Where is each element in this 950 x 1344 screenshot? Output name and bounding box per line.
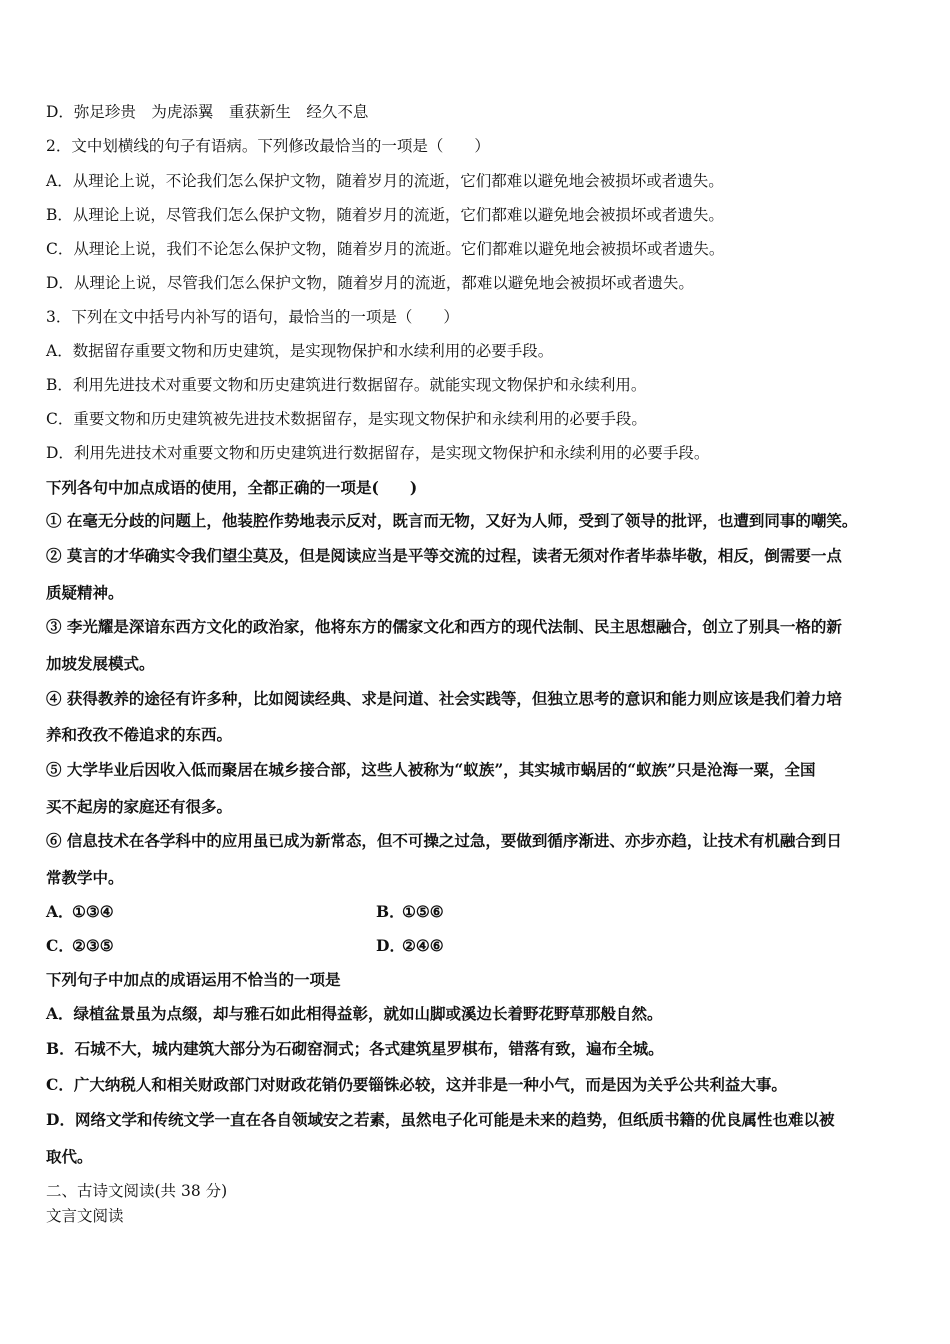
q4-sentence-5-cont: 买不起房的家庭还有很多。 [46,797,233,816]
q5-option-b: B．石城不大，城内建筑大部分为石砌窑洞式；各式建筑星罗棋布，错落有致，遍布全城。 [46,1039,664,1058]
q4-sentence-4-cont: 养和孜孜不倦追求的东西。 [46,725,233,744]
q4-sentence-6-cont: 常教学中。 [46,868,124,887]
q5-option-c: C．广大纳税人和相关财政部门对财政花销仍要锱铢必较，这并非是一种小气，而是因为关乎公共利益大事。 [46,1075,787,1094]
q3-stem: 3．下列在文中括号内补写的语句，最恰当的一项是（ ） [46,308,459,326]
section-2-title: 二、古诗文阅读(共 38 分) [46,1182,228,1200]
q5-option-d: D．网络文学和传统文学一直在各自领域安之若素，虽然电子化可能是未来的趋势，但纸质书籍的优良属性也难以被 [46,1110,835,1129]
q4-option-a: A．①③④ [46,902,114,921]
q3-option-c: C．重要文物和历史建筑被先进技术数据留存，是实现文物保护和永续利用的必要手段。 [46,410,647,428]
q5-option-a: A．绿植盆景虽为点缀，却与雅石如此相得益彰，就如山脚或溪边长着野花野草那般自然。 [46,1004,663,1023]
q3-option-d: D．利用先进技术对重要文物和历史建筑进行数据留存，是实现文物保护和永续利用的必要手段。 [46,444,710,462]
q3-option-b: B．利用先进技术对重要文物和历史建筑进行数据留存。就能实现文物保护和永续利用。 [46,376,647,394]
section-2-subtitle: 文言文阅读 [46,1207,124,1225]
q3-option-a: A．数据留存重要文物和历史建筑，是实现物保护和水续利用的必要手段。 [46,342,554,360]
q4-sentence-3-cont: 加坡发展模式。 [46,654,155,673]
q4-option-b: B．①⑤⑥ [376,902,444,921]
q4-sentence-3: ③ 李光耀是深谙东西方文化的政治家，他将东方的儒家文化和西方的现代法制、民主思想融合，创立了别具一格的新 [46,617,842,636]
q4-sentence-6: ⑥ 信息技术在各学科中的应用虽已成为新常态，但不可操之过急，要做到循序渐进、亦步亦趋，让技术有机融合到日 [46,831,842,850]
q2-option-d: D．从理论上说，尽管我们怎么保护文物，随着岁月的流逝，都难以避免地会被损坏或者遗失。 [46,274,694,292]
q4-option-d: D．②④⑥ [376,936,444,955]
q2-option-c: C．从理论上说，我们不论怎么保护文物，随着岁月的流逝。它们都难以避免地会被损坏或者遗失。 [46,240,725,258]
q4-option-c: C．②③⑤ [46,936,114,955]
q4-sentence-2-cont: 质疑精神。 [46,583,124,602]
q4-sentence-4: ④ 获得教养的途径有许多种，比如阅读经典、求是问道、社会实践等，但独立思考的意识和能力则应该是我们着力培 [46,689,842,708]
q4-sentence-5: ⑤ 大学毕业后因收入低而聚居在城乡接合部，这些人被称为“蚁族”，其实城市蜗居的“蚁族”只是沧海一粟，全国 [46,760,816,779]
q5-option-d-cont: 取代。 [46,1147,93,1166]
q2-option-a: A．从理论上说，不论我们怎么保护文物，随着岁月的流逝，它们都难以避免地会被损坏或者遗失。 [46,172,724,190]
q4-sentence-1: ① 在毫无分歧的问题上，他装腔作势地表示反对，既言而无物，又好为人师，受到了领导的批评，也遭到同事的嘲笑。 [46,511,858,530]
q4-sentence-2: ② 莫言的才华确实令我们望尘莫及，但是阅读应当是平等交流的过程，读者无须对作者毕恭毕敬，相反，倒需要一点 [46,546,842,565]
q2-stem: 2．文中划横线的句子有语病。下列修改最恰当的一项是（ ） [46,137,490,155]
q4-stem: 下列各句中加点成语的使用，全都正确的一项是( ) [46,478,418,497]
q1-option-d: D．弥足珍贵 为虎添翼 重获新生 经久不息 [46,103,369,121]
q5-stem: 下列句子中加点的成语运用不恰当的一项是 [46,970,341,989]
q2-option-b: B．从理论上说，尽管我们怎么保护文物，随着岁月的流逝，它们都难以避免地会被损坏或者遗失。 [46,206,724,224]
